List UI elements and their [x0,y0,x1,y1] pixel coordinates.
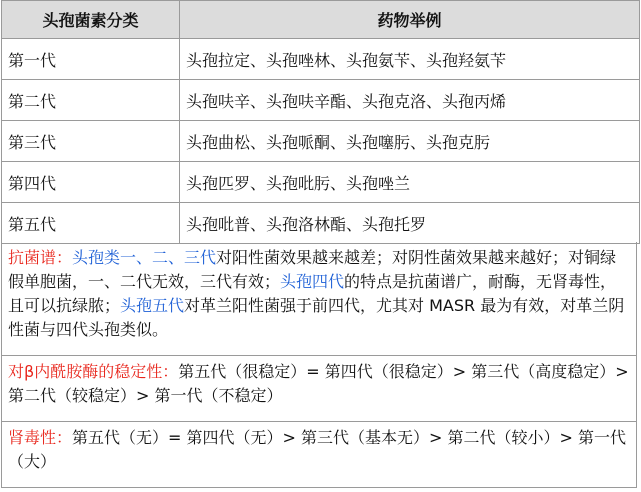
spectrum-note [1,242,637,356]
generation-cell: 第二代 [2,80,180,121]
spectrum-generations-highlight: 头孢类一、二、三代 [72,248,217,267]
nephrotoxicity-label: 肾毒性： [8,428,73,447]
gen4-highlight: 头孢四代 [280,272,345,291]
spectrum-text-2: 的特点是抗菌谱广，耐酶，无肾毒性，且可以抗绿脓； [8,272,617,315]
generation-cell: 第三代 [2,121,180,162]
table-row [2,39,640,80]
gen5-highlight: 头孢五代 [120,296,185,315]
cephalosporin-table [1,0,640,244]
drugs-cell: 头孢曲松、头孢哌酮、头孢噻肟、头孢克肟 [180,121,640,162]
header-classification: 头孢菌素分类 [2,1,180,39]
drugs-cell: 头孢拉定、头孢唑林、头孢氨苄、头孢羟氨苄 [180,39,640,80]
nephrotoxicity-text: 第五代（无）= 第四代（无）> 第三代（基本无）> 第二代（较小）> 第一代（大） [8,428,626,471]
drugs-cell: 头孢匹罗、头孢吡肟、头孢唑兰 [180,162,640,203]
header-drug-examples: 药物举例 [180,1,640,39]
nephrotoxicity-note [1,422,637,488]
table-row [2,162,640,203]
generation-cell: 第五代 [2,203,180,244]
table-row [2,121,640,162]
table-row [2,203,640,244]
drugs-cell: 头孢呋辛、头孢呋辛酯、头孢克洛、头孢丙烯 [180,80,640,121]
table-header-row [2,1,640,39]
spectrum-text-3: 对革兰阳性菌强于前四代，尤其对 MASR 最为有效，对革兰阴性菌与四代头孢类似。 [8,296,625,339]
generation-cell: 第一代 [2,39,180,80]
generation-cell: 第四代 [2,162,180,203]
table-row [2,80,640,121]
stability-note [1,356,637,422]
spectrum-label: 抗菌谱： [8,248,73,267]
drugs-cell: 头孢吡普、头孢洛林酯、头孢托罗 [180,203,640,244]
stability-text: 第五代（很稳定）= 第四代（很稳定）> 第三代（高度稳定）> 第二代（较稳定）> 第一代（不稳定） [8,362,629,405]
spectrum-text-1: 对阳性菌效果越来越差；对阴性菌效果越来越好；对铜绿假单胞菌，一、二代无效，三代有效； [8,248,617,291]
stability-label: 对β内酰胺酶的稳定性： [8,362,179,381]
